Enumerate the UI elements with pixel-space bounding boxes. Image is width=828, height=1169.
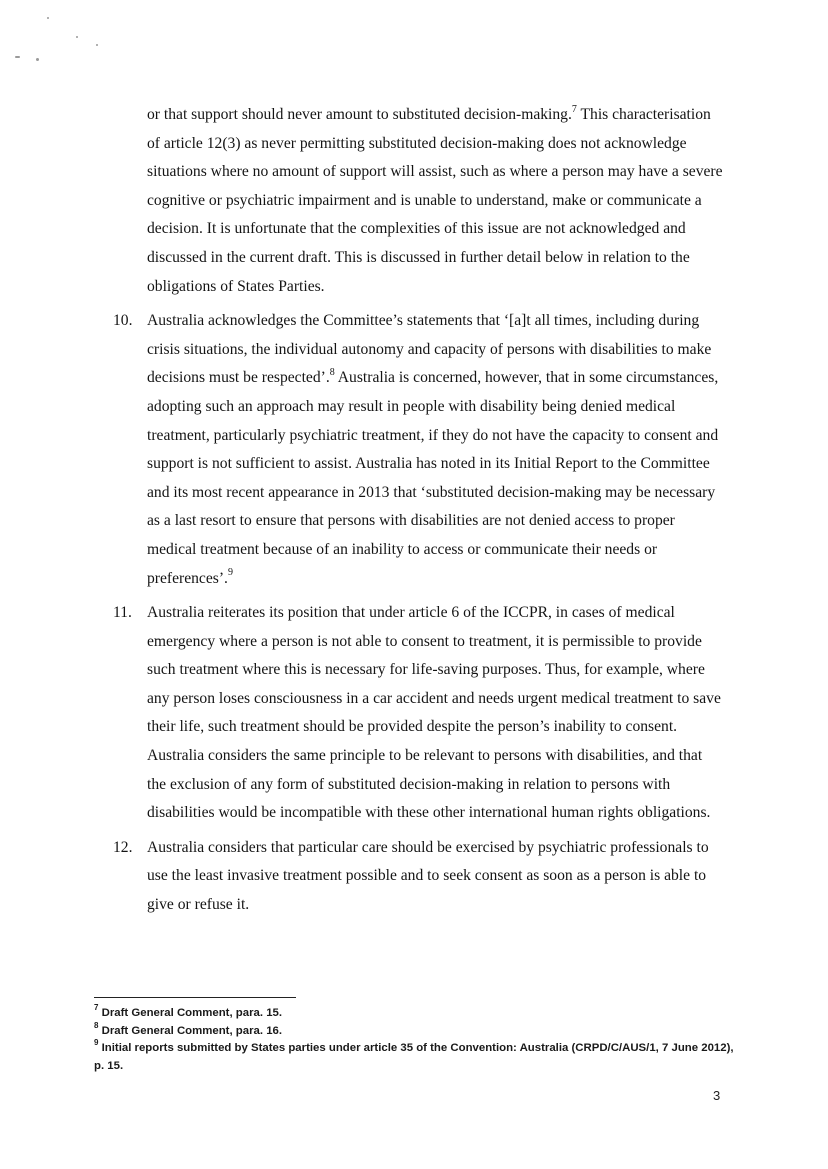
paragraph-text: Australia considers that particular care should be exercised by psychiatric professionals to use the least invasive treatment possible and to seek consent as soon as a person is able to give or refuse it. bbox=[147, 838, 709, 914]
footnote-item bbox=[94, 1020, 734, 1041]
footnote-text: Draft General Comment, para. 16. bbox=[101, 1024, 283, 1037]
paragraph-12 bbox=[113, 834, 725, 920]
footnote-mark: 9 bbox=[94, 1038, 99, 1048]
paragraph-text: Australia reiterates its position that under article 6 of the ICCPR, in cases of medical emergency where a person is not able to consent to treatment, it is permissible to provide such treatment where this is necessary for life-saving purposes. Thus, for example, where any person loses consciousness in a car accident and needs urgent medical treatment to save their life, such treatment should be provided despite the person’s inability to consent. Australia considers the same principle to be relevant to persons with disabilities, and that the exclusion of any form of substituted decision-making in relation to persons with disabilities would be incompatible with these other international human rights obligations. bbox=[147, 604, 721, 822]
footnote-ref[interactable]: 8 bbox=[329, 367, 335, 379]
paragraph-10 bbox=[113, 307, 725, 593]
footnote-text: Initial reports submitted by States parties under article 35 of the Convention: Australia (CRPD/C/AUS/1, 7 June 2012), p. 15. bbox=[94, 1042, 734, 1072]
paragraph-text: This characterisation of article 12(3) as never permitting substituted decision-making does not acknowledge situations where no amount of support will assist, such as where a person may have a severe cognitive or psychiatric impairment and is unable to understand, make or communicate a decision. It is unfortunate that the complexities of this issue are not acknowledged and discussed in the current draft. This is discussed in further detail below in relation to the obligations of States Parties. bbox=[147, 106, 723, 295]
footnote-ref[interactable]: 9 bbox=[227, 567, 233, 579]
footnote-item bbox=[94, 1005, 734, 1023]
footnote-item bbox=[94, 1040, 734, 1075]
paragraph-number: 12. bbox=[113, 838, 133, 856]
footnotes bbox=[94, 1005, 734, 1075]
footnote-text: Draft General Comment, para. 15. bbox=[101, 1007, 283, 1019]
page-number: 3 bbox=[713, 1088, 721, 1103]
paragraph-continuation bbox=[147, 101, 725, 301]
footnote-separator bbox=[94, 997, 296, 998]
footnote-ref[interactable]: 7 bbox=[571, 103, 577, 115]
scan-speck bbox=[47, 17, 49, 19]
footnote-mark: 7 bbox=[94, 1003, 99, 1013]
scan-speck bbox=[96, 44, 98, 46]
scan-speck bbox=[36, 58, 39, 61]
paragraph-number: 10. bbox=[113, 312, 133, 330]
paragraph-text: or that support should never amount to substituted decision-making. bbox=[147, 106, 572, 123]
footnote-mark: 8 bbox=[94, 1020, 99, 1030]
paragraph-11 bbox=[113, 599, 725, 828]
scan-speck bbox=[76, 36, 78, 38]
paragraph-text: Australia acknowledges the Committee’s statements that ‘[a]t all times, including during crisis situations, the individual autonomy and capacity of persons with disabilities to make decisions must be respected’. bbox=[147, 312, 712, 387]
paragraph-number: 11. bbox=[113, 604, 132, 622]
body-text bbox=[113, 101, 725, 920]
paragraph-text: Australia is concerned, however, that in some circumstances, adopting such an approach may result in people with disability being denied medical treatment, particularly psychiatric treatment, if they do not have the capacity to consent and support is not sufficient to assist. Australia has noted in its Initial Report to the Committee and its most recent appearance in 2013 that ‘substituted decision-making may be necessary as a last resort to ensure that persons with disabilities are not denied access to proper medical treatment because of an inability to access or communicate their needs or preferences’. bbox=[147, 369, 719, 587]
scan-speck bbox=[15, 56, 20, 58]
